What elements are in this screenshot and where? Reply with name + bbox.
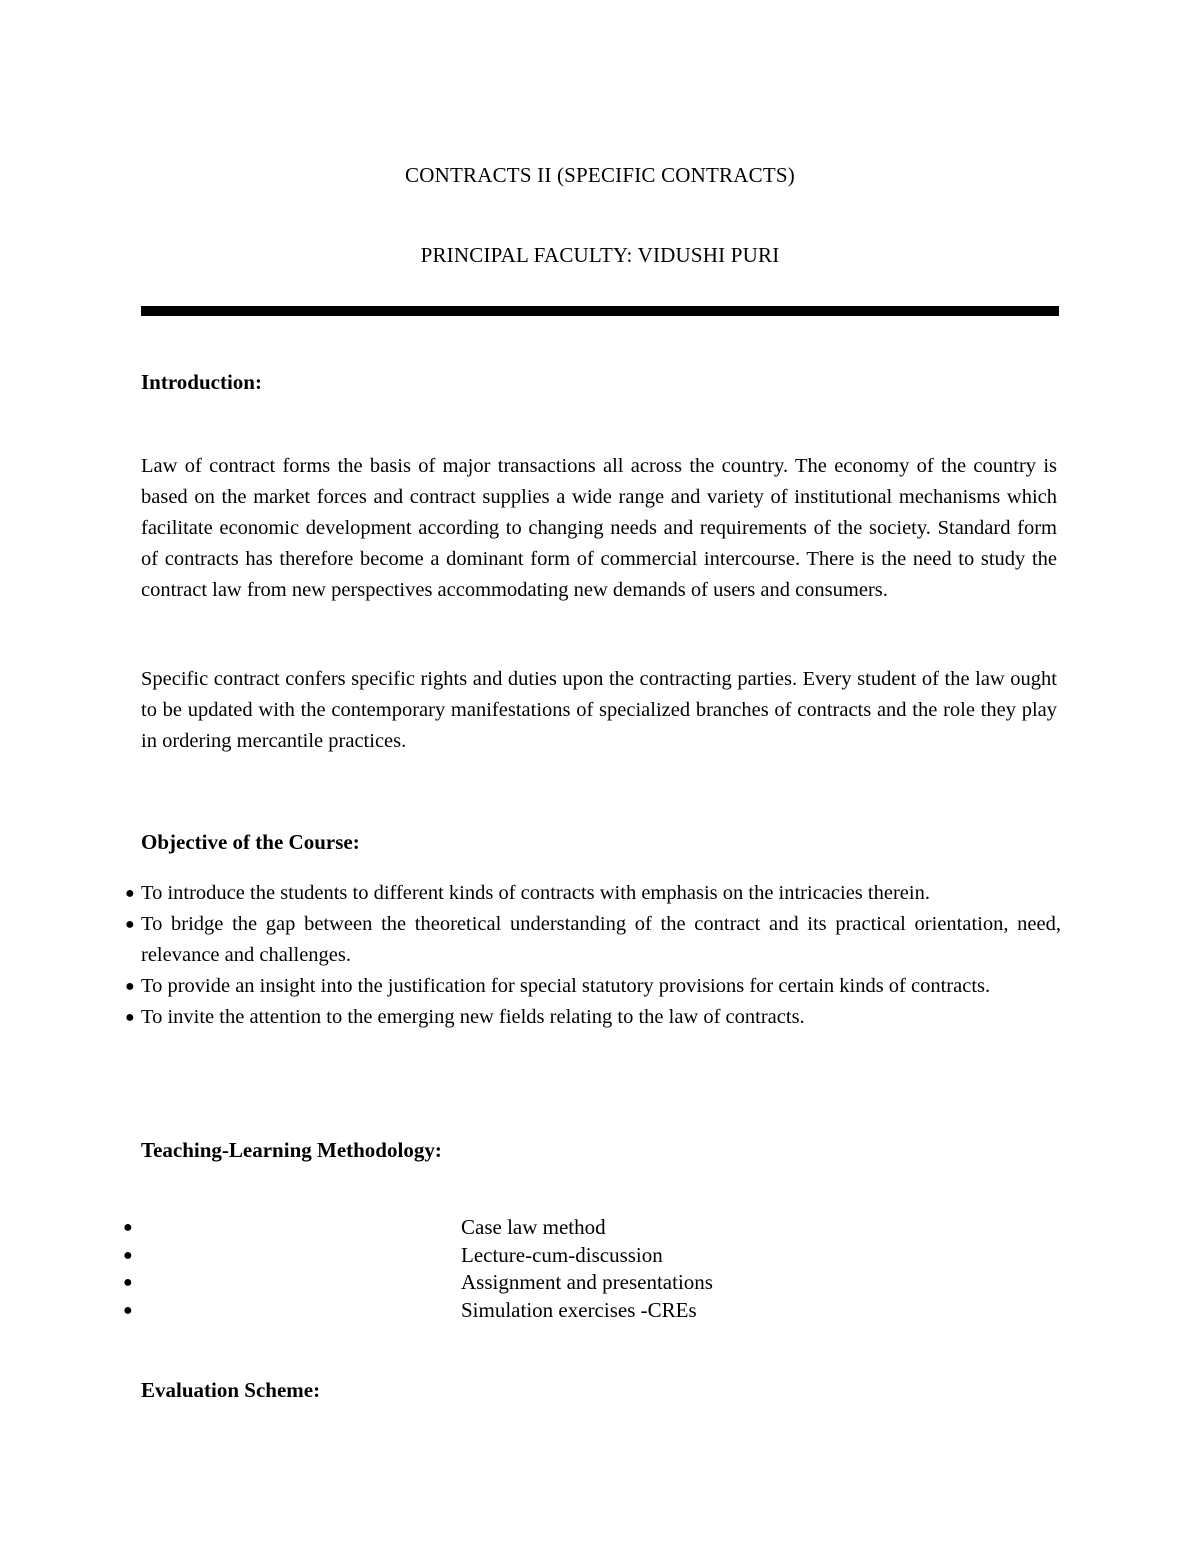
methodology-item: [121, 1269, 921, 1297]
methodology-item: [121, 1214, 921, 1242]
methodology-item-text: Assignment and presentations: [461, 1270, 713, 1294]
methodology-item: [121, 1297, 921, 1325]
bullet-icon: ●: [123, 1301, 133, 1319]
bullet-icon: ●: [125, 916, 135, 933]
objective-item: [121, 878, 1061, 909]
objective-item-text: To bridge the gap between the theoretical understanding of the contract and its practical orientation, need, relevance and challenges.: [141, 913, 1061, 966]
objective-heading: Objective of the Course:: [141, 830, 360, 854]
objective-item-text: To provide an insight into the justification for special statutory provisions for certain kinds of contracts.: [141, 975, 991, 997]
bullet-icon: ●: [125, 978, 135, 995]
objective-item: [121, 1002, 1061, 1033]
introduction-heading: Introduction:: [141, 370, 262, 394]
methodology-item: [121, 1242, 921, 1270]
introduction-paragraph-2: Specific contract confers specific rights and duties upon the contracting parties. Every student of the law ought to be updated with the contemporary manifestations of specialized branches of contracts and the role they play in ordering mercantile practices.: [141, 668, 1057, 752]
principal-faculty: PRINCIPAL FACULTY: VIDUSHI PURI: [420, 243, 780, 267]
methodology-item-text: Simulation exercises -CREs: [461, 1297, 697, 1322]
bullet-icon: ●: [123, 1246, 133, 1264]
document-title: CONTRACTS II (SPECIFIC CONTRACTS): [405, 163, 795, 187]
methodology-item-text: Lecture-cum-discussion: [461, 1242, 663, 1267]
methodology-list: [121, 1214, 921, 1324]
objective-list: [121, 878, 1061, 1033]
objective-item-text: To introduce the students to different kinds of contracts with emphasis on the intricacies therein.: [141, 882, 930, 904]
objective-item: [121, 971, 1061, 1002]
introduction-paragraph-1: Law of contract forms the basis of major transactions all across the country. The economy of the country is based on the market forces and contract supplies a wide range and variety of institutional mechanisms which facilitate economic development according to changing needs and requirements of the society. Standard form of contracts has therefore become a dominant form of commercial intercourse. There is the need to study the contract law from new perspectives accommodating new demands of users and consumers.: [141, 455, 1057, 601]
evaluation-heading: Evaluation Scheme:: [141, 1378, 321, 1402]
bullet-icon: ●: [125, 1009, 135, 1026]
horizontal-rule: [141, 306, 1059, 316]
methodology-item-text: Case law method: [461, 1215, 606, 1239]
bullet-icon: ●: [125, 885, 135, 902]
methodology-heading: Teaching-Learning Methodology:: [141, 1138, 442, 1162]
objective-item-text: To invite the attention to the emerging new fields relating to the law of contracts.: [141, 1006, 805, 1028]
bullet-icon: ●: [123, 1274, 133, 1291]
bullet-icon: ●: [123, 1219, 133, 1236]
objective-item: [121, 909, 1061, 971]
